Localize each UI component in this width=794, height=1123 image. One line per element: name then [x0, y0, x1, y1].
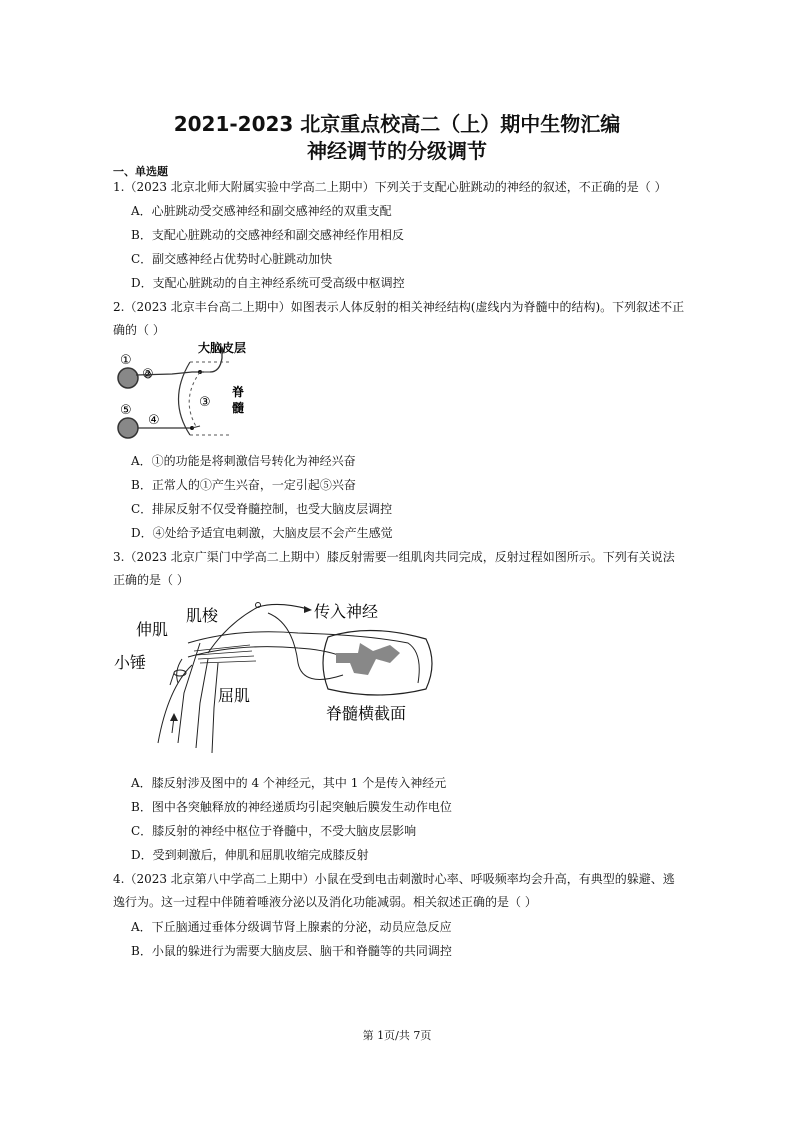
section-heading: 一、单选题 — [113, 165, 168, 178]
q1-option-a: A．心脏跳动受交感神经和副交感神经的双重支配 — [131, 204, 392, 218]
reflex-arc-figure — [112, 340, 262, 445]
label-circle-4: ④ — [148, 413, 160, 428]
label-cross-section: 脊髓横截面 — [326, 704, 407, 723]
label-flexor: 屈肌 — [218, 686, 251, 705]
label-hammer: 小锤 — [114, 653, 147, 672]
knee-reflex-figure — [108, 593, 438, 763]
q1-option-c: C．副交感神经占优势时心脏跳动加快 — [131, 252, 333, 266]
q3-option-a: A．膝反射涉及图中的 4 个神经元，其中 1 个是传入神经元 — [131, 776, 447, 790]
q3-option-b: B．图中各突触释放的神经递质均引起突触后膜发生动作电位 — [131, 800, 452, 814]
q4-option-b: B．小鼠的躲进行为需要大脑皮层、脑干和脊髓等的共同调控 — [131, 944, 452, 958]
q2-stem-line-1: 2.（2023 北京丰台高二上期中）如图表示人体反射的相关神经结构(虚线内为脊髓中的结构)。下列叙述不正 — [113, 300, 685, 314]
label-circle-1: ① — [120, 353, 132, 368]
label-circle-2: ② — [142, 367, 154, 382]
q3-option-c: C．膝反射的神经中枢位于脊髓中，不受大脑皮层影响 — [131, 824, 417, 838]
q4-option-a: A．下丘脑通过垂体分级调节肾上腺素的分泌，动员应急反应 — [131, 920, 452, 934]
q3-stem-line-2: 正确的是（ ） — [113, 573, 189, 587]
title-line-1: 2021-2023 北京重点校高二（上）期中生物汇编 — [173, 112, 621, 136]
label-cortex: 大脑皮层 — [198, 341, 247, 355]
q4-stem-line-2: 逸行为。这一过程中伴随着唾液分泌以及消化功能减弱。相关叙述正确的是（ ） — [113, 895, 537, 909]
q1-option-b: B．支配心脏跳动的交感神经和副交感神经作用相反 — [131, 228, 404, 242]
q2-option-a: A．①的功能是将刺激信号转化为神经兴奋 — [131, 454, 356, 468]
label-extensor: 伸肌 — [136, 620, 169, 639]
q2-option-b: B．正常人的①产生兴奋，一定引起⑤兴奋 — [131, 478, 356, 492]
label-spine-bottom: 髓 — [232, 401, 245, 415]
q2-stem-line-2: 确的（ ） — [113, 323, 165, 337]
label-spindle: 肌梭 — [186, 606, 219, 625]
q1-option-d: D．支配心脏跳动的自主神经系统可受高级中枢调控 — [131, 276, 405, 290]
q1-stem: 1.（2023 北京北师大附属实验中学高二上期中）下列关于支配心脏跳动的神经的叙述，不正确的是（ ） — [113, 180, 667, 194]
q3-stem-line-1: 3.（2023 北京广渠门中学高二上期中）膝反射需要一组肌肉共同完成，反射过程如图所示。下列有关说法 — [113, 550, 675, 564]
q3-option-d: D．受到刺激后，伸肌和屈肌收缩完成膝反射 — [131, 848, 369, 862]
label-afferent: 传入神经 — [314, 602, 379, 621]
q2-option-d: D．④处给予适宜电刺激，大脑皮层不会产生感觉 — [131, 526, 393, 540]
label-circle-3: ③ — [199, 395, 211, 410]
q4-stem-line-1: 4.（2023 北京第八中学高二上期中）小鼠在受到电击刺激时心率、呼吸频率均会升高，有典型的躲避、逃 — [113, 872, 675, 886]
page-footer: 第 1页/共 7页 — [362, 1029, 432, 1042]
title-line-2: 神经调节的分级调节 — [307, 139, 487, 163]
label-circle-5: ⑤ — [120, 403, 132, 418]
q2-option-c: C．排尿反射不仅受脊髓控制，也受大脑皮层调控 — [131, 502, 393, 516]
label-spine-top: 脊 — [232, 385, 245, 399]
